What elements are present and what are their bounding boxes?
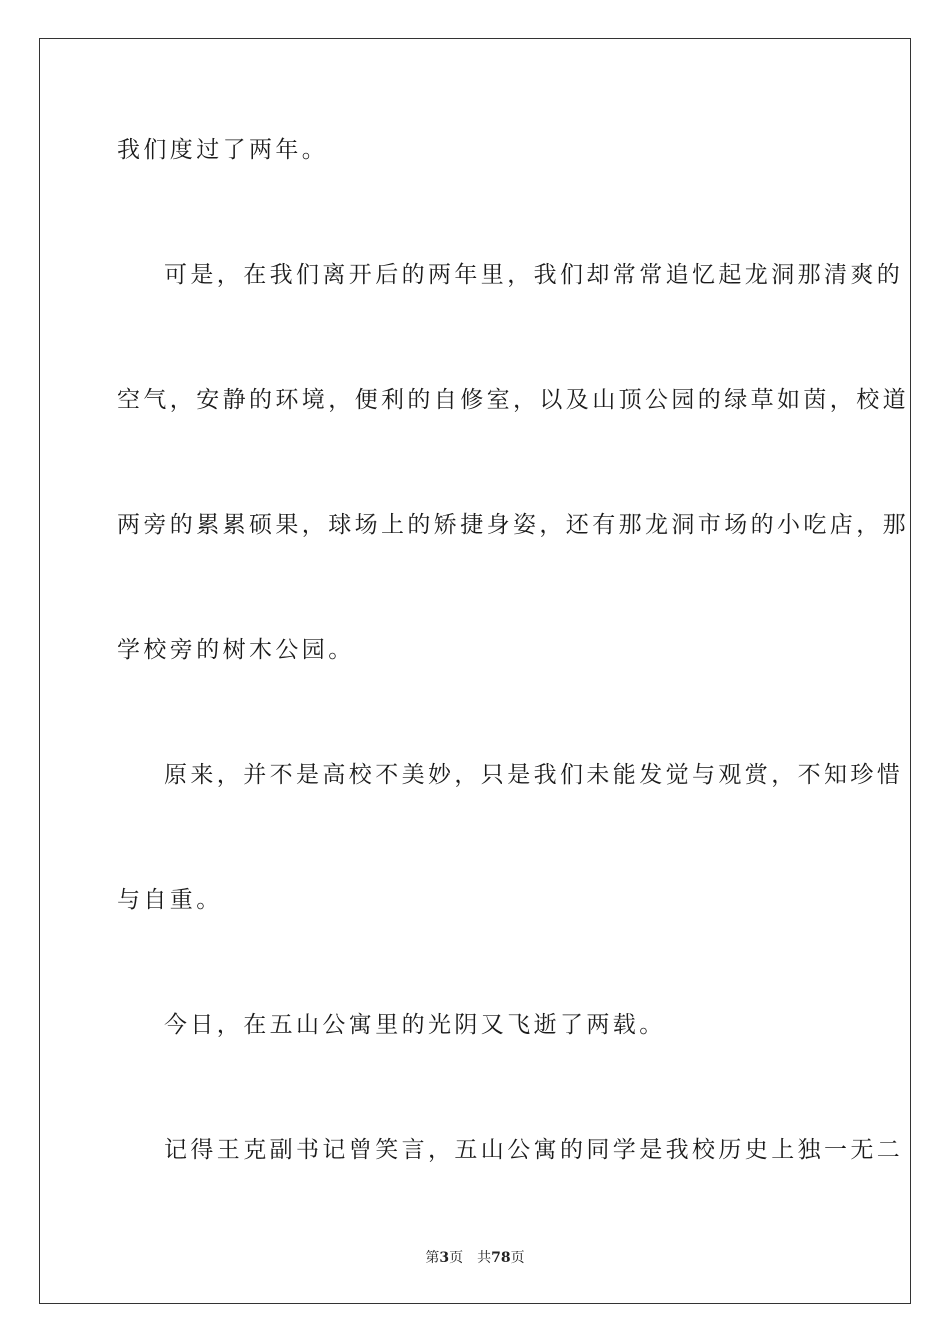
text-line: 原来，并不是高校不美妙，只是我们未能发觉与观赏，不知珍惜 bbox=[164, 762, 904, 788]
page-suffix: 页 bbox=[449, 1250, 464, 1266]
text-line: 与自重。 bbox=[117, 887, 223, 913]
page-footer bbox=[0, 1248, 950, 1268]
text-line: 空气，安静的环境，便利的自修室，以及山顶公园的绿草如茵，校道 bbox=[117, 387, 909, 413]
page-prefix: 第 bbox=[425, 1250, 440, 1266]
text-line: 记得王克副书记曾笑言，五山公寓的同学是我校历史上独一无二 bbox=[164, 1137, 904, 1163]
text-line: 今日，在五山公寓里的光阴又飞逝了两载。 bbox=[164, 1012, 666, 1038]
text-line: 学校旁的树木公园。 bbox=[117, 637, 355, 663]
total-prefix: 共 bbox=[477, 1250, 492, 1266]
text-line: 两旁的累累硕果，球场上的矫捷身姿，还有那龙洞市场的小吃店，那 bbox=[117, 512, 909, 538]
text-line: 可是，在我们离开后的两年里，我们却常常追忆起龙洞那清爽的 bbox=[164, 262, 904, 288]
total-suffix: 页 bbox=[510, 1250, 525, 1266]
page-number: 3 bbox=[439, 1250, 450, 1266]
text-line: 我们度过了两年。 bbox=[117, 137, 329, 163]
page-border bbox=[39, 38, 911, 1304]
total-pages: 78 bbox=[491, 1250, 511, 1266]
